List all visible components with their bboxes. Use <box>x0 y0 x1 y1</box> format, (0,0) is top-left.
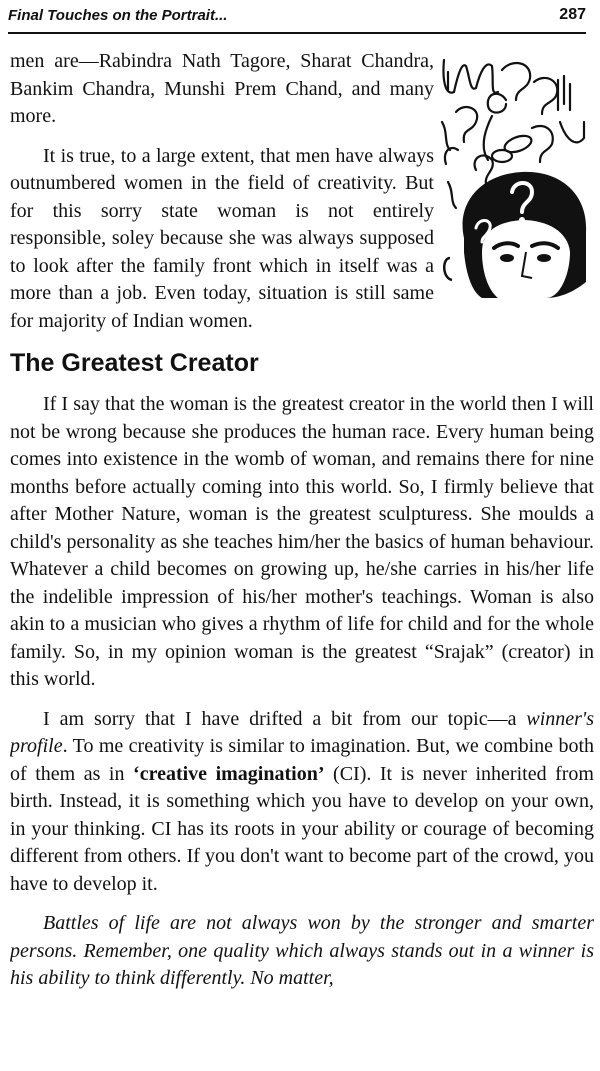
page-number: 287 <box>559 6 586 23</box>
paragraph-creative-imagination <box>10 706 594 899</box>
page-header <box>8 4 586 34</box>
illustration-space <box>434 48 594 300</box>
text-run: . To me creativity is similar to imagination. But, we combine both of them as in <box>10 735 594 785</box>
page-text <box>10 48 594 1071</box>
running-head: Final Touches on the Portrait... <box>8 7 228 24</box>
paragraph-greatest-creator: If I say that the woman is the greatest creator in the world then I will not be wrong because she produces the human race. Every human being comes into existence in the womb of woman, and remains there for nine months before actually coming into this world. So, I firmly believe that after Mother Nature, woman is the greatest sculpturess. She moulds a child's personality as she teaches him/her the basics of human behaviour. Whatever a child becomes on growing up, he/she carries in his/her life the indelible impression of his/her mother's teachings. Woman is also akin to a musician who gives a rhythm of life for child and for the whole family. So, in my opinion woman is the greatest “Srajak” (creator) in this world. <box>10 393 594 690</box>
paragraph-continuation: men are—Rabindra Nath Tagore, Sharat Chandra, Bankim Chandra, Munshi Prem Chand, and many more. <box>10 50 434 127</box>
bold-creative-imagination: ‘creative imagination’ <box>133 762 325 785</box>
text-run: I am sorry that I have drifted a bit from our topic—a <box>43 707 527 730</box>
text-run: (CI). It is never inherited from birth. Instead, it is something which you have to develop on your own, in your thinking. CI has its roots in your ability or courage of becoming different from others. If you don't want to become part of the crowd, you have to develop it. <box>10 762 594 895</box>
paragraph-creativity: It is true, to a large extent, that men have always outnumbered women in the field of creativity. But for this sorry state woman is not entirely responsible, soley because she was always supposed to look after the family front which in itself was a more than a job. Even today, situation is still same for majority of Indian women. <box>10 144 434 332</box>
emphasis-winners-profile: winner's profile <box>10 707 594 757</box>
section-heading: The Greatest Creator <box>10 349 259 377</box>
paragraph-battles-of-life: Battles of life are not always won by the stronger and smarter persons. Remember, one quality which always stands out in a winner is his ability to think differently. No matter, <box>10 912 594 989</box>
